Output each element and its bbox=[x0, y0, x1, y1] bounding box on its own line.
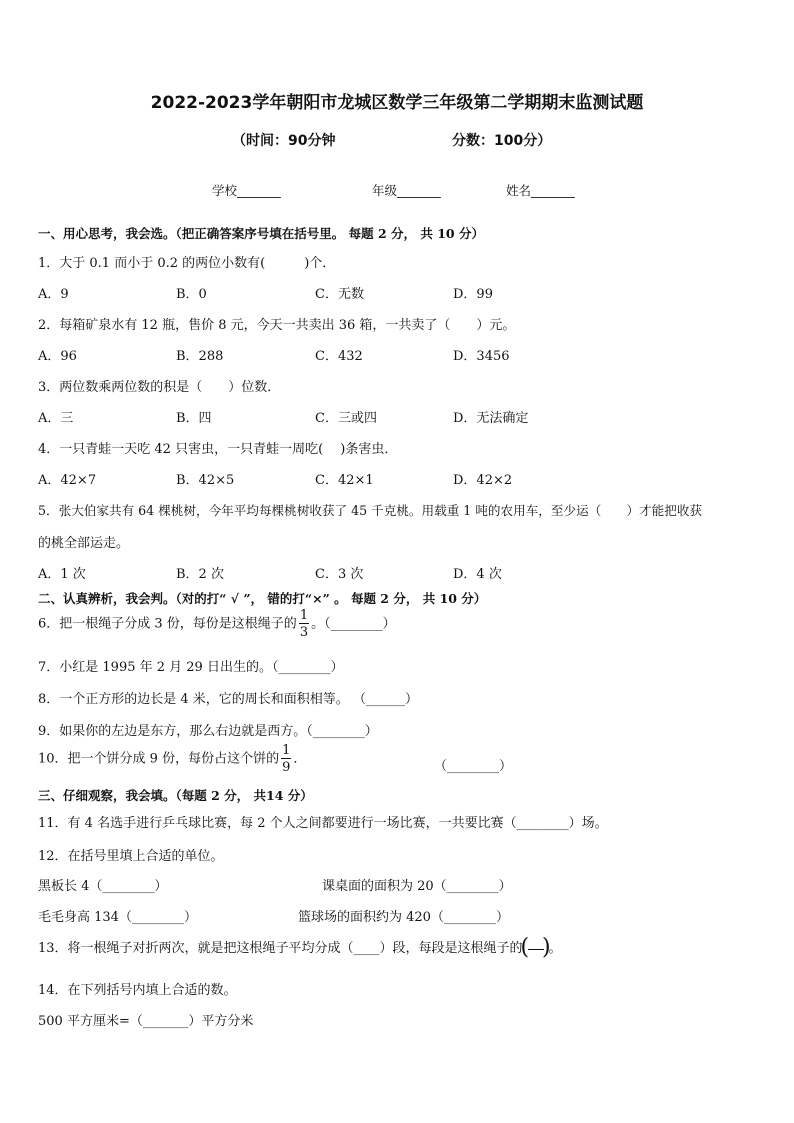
q3-option-d: D．无法确定 bbox=[453, 411, 529, 426]
q3-option-b: B．四 bbox=[176, 411, 212, 426]
section-1-heading: 一、用心思考，我会选。（把正确答案序号填在括号里。 每题 2 分， 共 10 分） bbox=[38, 226, 484, 241]
question-10 bbox=[38, 744, 306, 774]
page-title: 2022-2023学年朝阳市龙城区数学三年级第二学期期末监测试题 bbox=[150, 93, 644, 113]
fraction-denominator: 9 bbox=[282, 760, 291, 775]
question-13 bbox=[38, 934, 562, 960]
q1-option-a: A．9 bbox=[38, 287, 69, 302]
q13-text: 13．将一根绳子对折两次，就是把这根绳子平均分成（____）段，每段是这根绳子的 bbox=[38, 941, 523, 956]
question-1: 1．大于 0.1 而小于 0.2 的两位小数有( )个． bbox=[38, 256, 336, 271]
q10-text: 10．把一个饼分成 9 份，每份占这个饼的 bbox=[38, 751, 280, 767]
question-11: 11．有 4 名选手进行乒乓球比赛，每 2 个人之间都要进行一场比赛，一共要比赛（________）场。 bbox=[38, 816, 608, 831]
q5-option-c: C．3 次 bbox=[315, 567, 364, 582]
question-9: 9．如果你的左边是东方，那么右边就是西方。（________） bbox=[38, 724, 378, 739]
q3-option-a: A．三 bbox=[38, 411, 74, 426]
q10-blank: （________） bbox=[434, 759, 513, 774]
q12-item-d: 篮球场的面积约为 420（________） bbox=[298, 910, 509, 925]
question-3: 3．两位数乘两位数的积是（ ）位数． bbox=[38, 380, 281, 395]
q4-option-d: D．42×2 bbox=[453, 473, 513, 488]
fraction-numerator: 1 bbox=[299, 608, 309, 623]
q5-option-b: B．2 次 bbox=[176, 567, 224, 582]
fraction-numerator: 1 bbox=[282, 743, 291, 758]
fraction-denominator: 3 bbox=[299, 625, 309, 640]
q3-option-c: C．三或四 bbox=[315, 411, 377, 426]
q1-option-b: B．0 bbox=[176, 287, 207, 302]
q13-period: 。 bbox=[548, 941, 562, 956]
q12-item-c: 毛毛身高 134（________） bbox=[38, 910, 197, 925]
q5-option-d: D．4 次 bbox=[453, 567, 502, 582]
q12-item-b: 课桌面的面积为 20（________） bbox=[322, 879, 512, 894]
q2-option-a: A．96 bbox=[38, 349, 77, 364]
q2-option-d: D．3456 bbox=[453, 349, 510, 364]
q14-item-a: 500 平方厘米=（_______）平方分米 bbox=[38, 1014, 254, 1029]
q6-blank: 。（________） bbox=[311, 616, 396, 632]
q4-option-c: C．42×1 bbox=[315, 473, 374, 488]
q2-option-c: C．432 bbox=[315, 349, 363, 364]
exam-score: 分数：100分） bbox=[452, 133, 552, 149]
q2-option-b: B．288 bbox=[176, 349, 224, 364]
question-14: 14．在下列括号内填上合适的数。 bbox=[38, 983, 237, 998]
grade-field: 年级_______ bbox=[372, 183, 441, 198]
blank-fraction: ( ) bbox=[520, 934, 551, 960]
fraction-one-third bbox=[299, 609, 309, 639]
question-5-line-2: 的桃全部运走。 bbox=[38, 536, 130, 551]
exam-time: （时间：90分钟 bbox=[232, 133, 336, 149]
question-8: 8．一个正方形的边长是 4 米，它的周长和面积相等。 （______） bbox=[38, 692, 418, 707]
q6-text: 6．把一根绳子分成 3 份，每份是这根绳子的 bbox=[38, 616, 297, 632]
section-3-heading: 三、仔细观察，我会填。（每题 2 分， 共14 分） bbox=[38, 788, 313, 803]
school-field: 学校_______ bbox=[212, 183, 281, 198]
q4-option-b: B．42×5 bbox=[176, 473, 235, 488]
fraction-one-ninth bbox=[281, 744, 291, 774]
q12-item-a: 黑板长 4（________） bbox=[38, 879, 168, 894]
q4-option-a: A．42×7 bbox=[38, 473, 97, 488]
name-field: 姓名_______ bbox=[506, 183, 575, 198]
question-5-line-1: 5．张大伯家共有 64 棵桃树，今年平均每棵桃树收获了 45 千克桃。用载重 1 吨的农用车，至少运（ ）才能把收获 bbox=[38, 503, 703, 518]
section-2-heading: 二、认真辨析，我会判。（对的打“ √ ”， 错的打“×” 。 每题 2 分， 共 10 分） bbox=[38, 591, 487, 606]
q1-option-d: D．99 bbox=[453, 287, 493, 302]
question-4: 4．一只青蛙一天吃 42 只害虫，一只青蛙一周吃( )条害虫． bbox=[38, 442, 398, 457]
q5-option-a: A．1 次 bbox=[38, 567, 86, 582]
q1-option-c: C．无数 bbox=[315, 287, 364, 302]
question-6 bbox=[38, 609, 396, 639]
question-7: 7．小红是 1995 年 2 月 29 日出生的。（________） bbox=[38, 660, 344, 675]
question-12: 12．在括号里填上合适的单位。 bbox=[38, 849, 224, 864]
q10-period: ． bbox=[293, 751, 307, 767]
question-2: 2．每箱矿泉水有 12 瓶，售价 8 元，今天一共卖出 36 箱，一共卖了（ ）元。 bbox=[38, 318, 516, 333]
